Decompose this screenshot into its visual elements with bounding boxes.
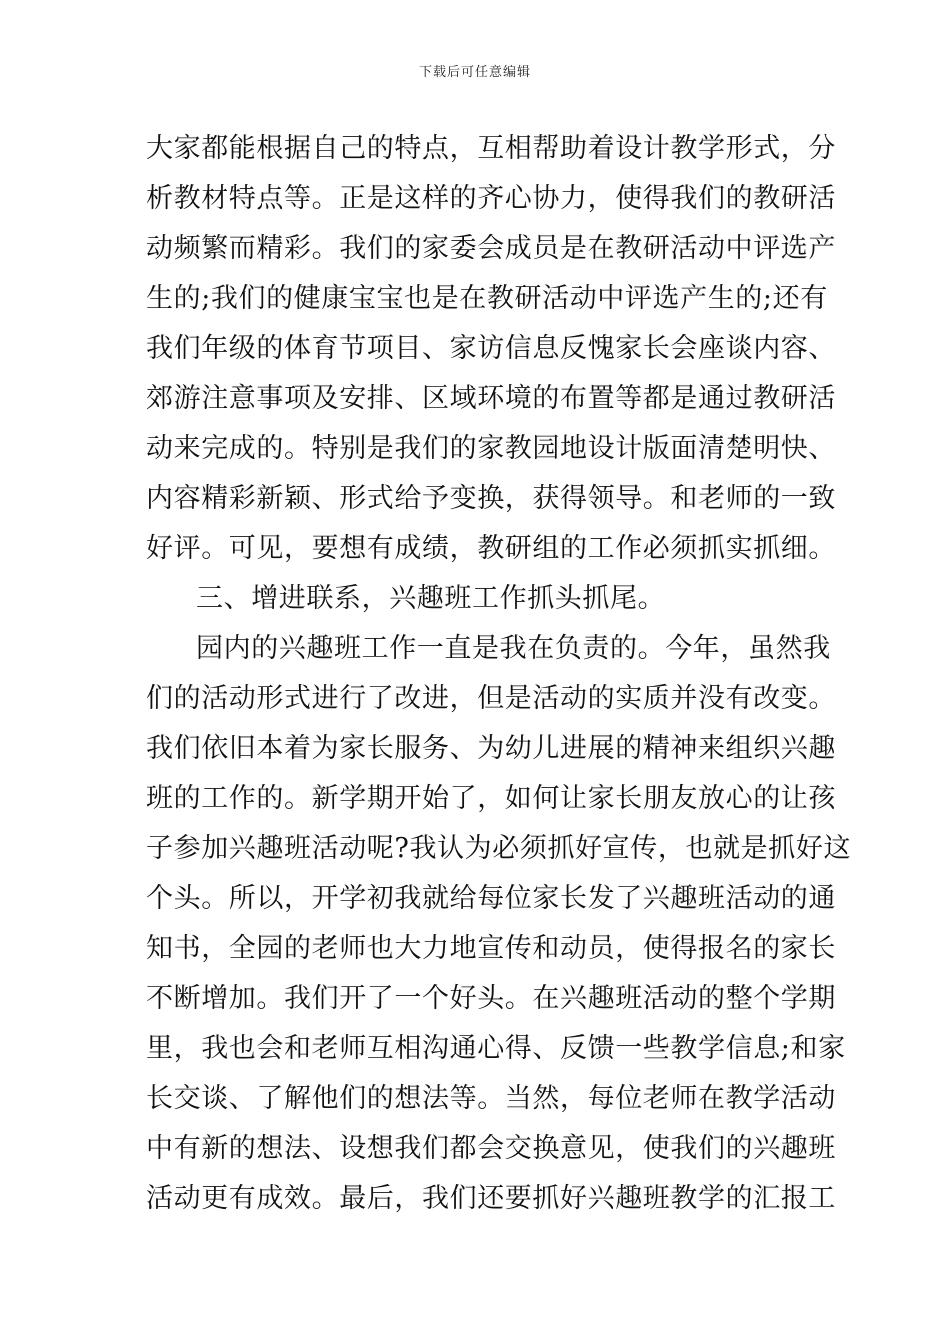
text-line: 生的;我们的健康宝宝也是在教研活动中评选产生的;还有 [146,283,828,314]
text-line: 不断增加。我们开了一个好头。在兴趣班活动的整个学期 [146,983,836,1014]
text-line: 中有新的想法、设想我们都会交换意见，使我们的兴趣班 [146,1133,836,1164]
text-line: 长交谈、了解他们的想法等。当然，每位老师在教学活动 [146,1083,836,1114]
text-line: 郊游注意事项及安排、区域环境的布置等都是通过教研活 [146,383,836,414]
text-line: 活动更有成效。最后，我们还要抓好兴趣班教学的汇报工 [146,1183,836,1214]
text-line: 个头。所以，开学初我就给每位家长发了兴趣班活动的通 [146,883,836,914]
text-line: 知书，全园的老师也大力地宣传和动员，使得报名的家长 [146,933,836,964]
text-line: 我们年级的体育节项目、家访信息反愧家长会座谈内容、 [146,333,836,364]
text-line: 子参加兴趣班活动呢?我认为必须抓好宣传，也就是抓好这 [146,833,852,864]
text-line: 大家都能根据自己的特点，互相帮助着设计教学形式，分 [146,133,836,164]
text-line: 析教材特点等。正是这样的齐心协力，使得我们的教研活 [146,183,836,214]
section-heading: 三、增进联系，兴趣班工作抓头抓尾。 [196,583,666,614]
text-line: 内容精彩新颖、形式给予变换，获得领导。和老师的一致 [146,483,836,514]
text-line: 园内的兴趣班工作一直是我在负责的。今年，虽然我 [196,633,831,664]
text-line: 班的工作的。新学期开始了，如何让家长朋友放心的让孩 [146,783,836,814]
text-line: 好评。可见，要想有成绩，教研组的工作必须抓实抓细。 [146,533,836,564]
text-line: 动频繁而精彩。我们的家委会成员是在教研活动中评选产 [146,233,836,264]
text-line: 我们依旧本着为家长服务、为幼儿进展的精神来组织兴趣 [146,733,836,764]
text-line: 里，我也会和老师互相沟通心得、反馈一些教学信息;和家 [146,1033,846,1064]
page-header: 下载后可任意编辑 [418,65,531,80]
text-line: 们的活动形式进行了改进，但是活动的实质并没有改变。 [146,683,836,714]
text-line: 动来完成的。特别是我们的家教园地设计版面清楚明快、 [146,433,836,464]
